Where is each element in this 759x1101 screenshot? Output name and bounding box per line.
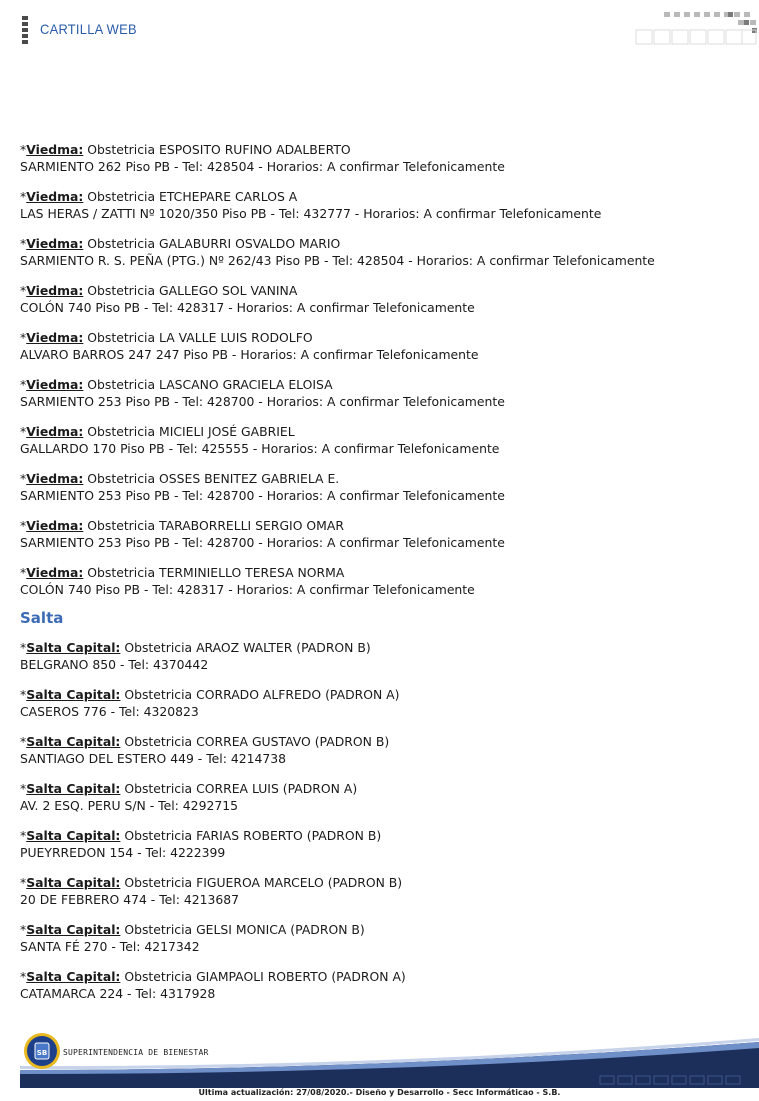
provider-address: SANTA FÉ 270 - Tel: 4217342 [20,939,200,954]
provider-name: Obstetricia GALABURRI OSVALDO MARIO [83,236,341,251]
listing-content [20,141,740,1015]
location-label: Salta Capital: [26,969,121,984]
provider-entry [20,780,740,814]
provider-address: SARMIENTO 253 Piso PB - Tel: 428700 - Horarios: A confirmar Telefonicamente [20,394,505,409]
provider-address: SARMIENTO R. S. PEÑA (PTG.) Nº 262/43 Piso PB - Tel: 428504 - Horarios: A confirmar Telefonicamente [20,253,655,268]
provider-address: CATAMARCA 224 - Tel: 4317928 [20,986,216,1001]
location-label: Viedma: [26,518,84,533]
location-label: Salta Capital: [26,828,121,843]
provider-name: Obstetricia GALLEGO SOL VANINA [83,283,298,298]
page-footer [20,1030,759,1088]
bullet-asterisk: * [20,781,27,796]
provider-entry [20,686,740,720]
header-title: CARTILLA WEB [40,21,137,37]
provider-name: Obstetricia ETCHEPARE CARLOS A [83,189,298,204]
bullet-asterisk: * [20,236,27,251]
provider-name: Obstetricia GELSI MONICA (PADRON B) [120,922,365,937]
provider-address: SANTIAGO DEL ESTERO 449 - Tel: 4214738 [20,751,287,766]
location-label: Salta Capital: [26,734,121,749]
provider-name: Obstetricia GIAMPAOLI ROBERTO (PADRON A) [120,969,406,984]
provider-entry [20,470,740,504]
bullet-asterisk: * [20,471,27,486]
provider-name: Obstetricia MICIELI JOSÉ GABRIEL [83,424,295,439]
provider-name: Obstetricia TARABORRELLI SERGIO OMAR [83,518,344,533]
provider-address: 20 DE FEBRERO 474 - Tel: 4213687 [20,892,240,907]
provider-address: LAS HERAS / ZATTI Nº 1020/350 Piso PB - Tel: 432777 - Horarios: A confirmar Telefonicamente [20,206,602,221]
provider-entry [20,423,740,457]
provider-entry [20,968,740,1002]
location-label: Viedma: [26,424,84,439]
bullet-asterisk: * [20,734,27,749]
provider-entry [20,827,740,861]
provider-name: Obstetricia ESPOSITO RUFINO ADALBERTO [83,142,351,157]
provider-address: SARMIENTO 253 Piso PB - Tel: 428700 - Horarios: A confirmar Telefonicamente [20,535,505,550]
bullet-asterisk: * [20,922,27,937]
bullet-asterisk: * [20,565,27,580]
bullet-asterisk: * [20,424,27,439]
location-label: Viedma: [26,283,84,298]
provider-address: AV. 2 ESQ. PERU S/N - Tel: 4292715 [20,798,238,813]
location-label: Viedma: [26,471,84,486]
bullet-asterisk: * [20,640,27,655]
location-label: Salta Capital: [26,922,121,937]
provider-address: PUEYRREDON 154 - Tel: 4222399 [20,845,226,860]
provider-address: ALVARO BARROS 247 247 Piso PB - Horarios: A confirmar Telefonicamente [20,347,479,362]
footer-wave-decoration [20,1030,759,1088]
section-heading: Salta [20,609,64,627]
location-label: Viedma: [26,377,84,392]
bullet-asterisk: * [20,518,27,533]
provider-address: COLÓN 740 Piso PB - Tel: 428317 - Horarios: A confirmar Telefonicamente [20,300,475,315]
provider-entry [20,639,740,673]
header-pixel-decoration [634,10,759,46]
bullet-asterisk: * [20,875,27,890]
footer-org-name: SUPERINTENDENCIA DE BIENESTAR [63,1048,209,1057]
provider-address: COLÓN 740 Piso PB - Tel: 428317 - Horarios: A confirmar Telefonicamente [20,582,475,597]
location-label: Salta Capital: [26,640,121,655]
superintendencia-logo-icon [23,1032,61,1070]
svg-text:SB: SB [36,1049,48,1057]
provider-name: Obstetricia CORREA GUSTAVO (PADRON B) [120,734,390,749]
location-label: Salta Capital: [26,687,121,702]
location-label: Salta Capital: [26,781,121,796]
last-update-text: Ultima actualización: 27/08/2020.- Diseño y Desarrollo - Secc Informáticao - S.B. [198,1088,561,1097]
provider-name: Obstetricia LASCANO GRACIELA ELOISA [83,377,333,392]
provider-address: GALLARDO 170 Piso PB - Tel: 425555 - Horarios: A confirmar Telefonicamente [20,441,500,456]
provider-entry [20,376,740,410]
provider-name: Obstetricia OSSES BENITEZ GABRIELA E. [83,471,340,486]
page-header [0,0,759,50]
provider-address: SARMIENTO 253 Piso PB - Tel: 428700 - Horarios: A confirmar Telefonicamente [20,488,505,503]
location-label: Viedma: [26,565,84,580]
provider-name: Obstetricia ARAOZ WALTER (PADRON B) [120,640,371,655]
provider-entry [20,517,740,551]
location-label: Viedma: [26,330,84,345]
bullet-asterisk: * [20,142,27,157]
provider-name: Obstetricia TERMINIELLO TERESA NORMA [83,565,345,580]
provider-entry [20,564,740,598]
provider-name: Obstetricia CORREA LUIS (PADRON A) [120,781,358,796]
provider-entry [20,329,740,363]
provider-entry [20,282,740,316]
provider-address: BELGRANO 850 - Tel: 4370442 [20,657,209,672]
provider-name: Obstetricia CORRADO ALFREDO (PADRON A) [120,687,400,702]
location-label: Viedma: [26,189,84,204]
provider-entry [20,874,740,908]
location-label: Viedma: [26,236,84,251]
bullet-asterisk: * [20,828,27,843]
provider-entry [20,733,740,767]
bullet-asterisk: * [20,377,27,392]
provider-name: Obstetricia LA VALLE LUIS RODOLFO [83,330,313,345]
provider-entry [20,188,740,222]
bullet-asterisk: * [20,687,27,702]
provider-name: Obstetricia FARIAS ROBERTO (PADRON B) [120,828,382,843]
bullet-asterisk: * [20,969,27,984]
provider-address: CASEROS 776 - Tel: 4320823 [20,704,199,719]
bullet-asterisk: * [20,189,27,204]
provider-name: Obstetricia FIGUEROA MARCELO (PADRON B) [120,875,403,890]
location-label: Viedma: [26,142,84,157]
provider-entry [20,921,740,955]
provider-entry [20,235,740,269]
bullet-asterisk: * [20,330,27,345]
location-label: Salta Capital: [26,875,121,890]
provider-address: SARMIENTO 262 Piso PB - Tel: 428504 - Horarios: A confirmar Telefonicamente [20,159,505,174]
header-bar-icon [22,16,28,46]
provider-entry [20,141,740,175]
bullet-asterisk: * [20,283,27,298]
